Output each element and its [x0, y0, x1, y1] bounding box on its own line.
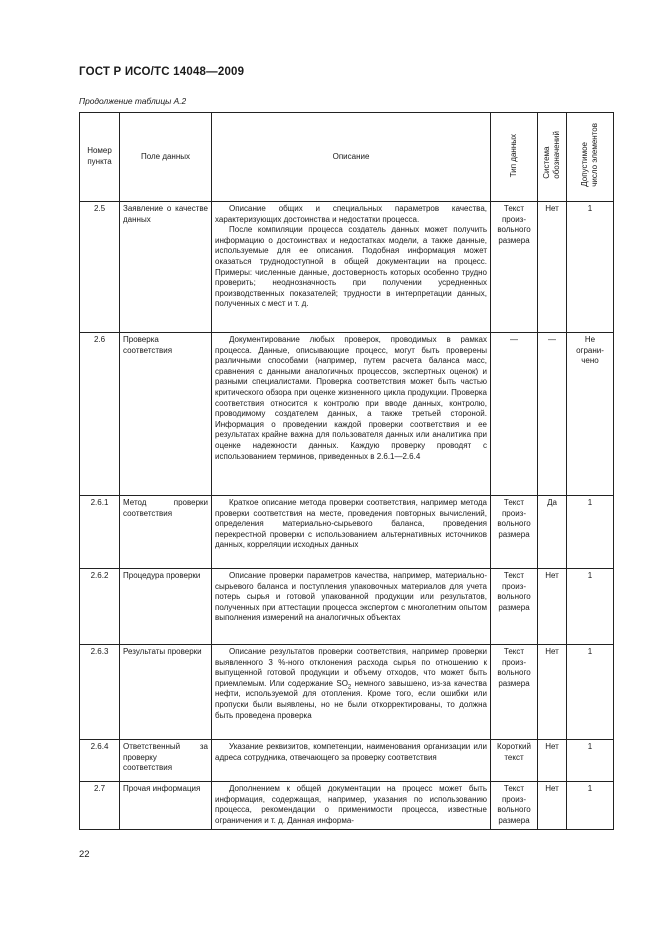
- row-data-type: Текст произвольного размера: [491, 202, 538, 333]
- row-notation-system: Нет: [538, 569, 567, 645]
- row-description: [212, 202, 491, 333]
- description-paragraph: Документирование любых проверок, проводимых в рамках процесса. Данные, описывающие процесс, могут быть проверены различными способами (например, путем расчета баланса масс, сравнения с данными аналогичных процессов, экспертных оценок) и разными специалистами. Проверка соответствия может быть частью критического обзора при оценке жизненного цикла продукции. Проверка соответствия относится к контролю при вводе данных, контролю, проводимому создателем данных, а также третьей стороной. Информация о проведении каждой проверки соответствия и ее результатах крайне важна для пользователя данных или аналитика при оценке надежности данных. Каждую проверку проводят с использованием терминов, приведенных в 2.6.1—2.6.4: [215, 335, 487, 461]
- row-data-type: Текст произвольного размера: [491, 645, 538, 740]
- row-field-name: Прочая информация: [120, 782, 212, 830]
- row-notation-system: Нет: [538, 782, 567, 830]
- row-number: 2.6: [80, 333, 120, 496]
- row-notation-system: Нет: [538, 202, 567, 333]
- row-element-count: 1: [567, 569, 614, 645]
- row-description: [212, 569, 491, 645]
- table-row: [80, 202, 614, 333]
- table-row: [80, 782, 614, 830]
- table-row: [80, 740, 614, 782]
- row-number: 2.6.2: [80, 569, 120, 645]
- description-paragraph: Описание результатов проверки соответствия, например проверки выявленного 3 %-ного отклонения расхода сырья по отношению к выпущенной готовой продукции и объему отходов, что может быть приемлемым. Или содержание $SO_2$ немного завышено, из-за качества нефти, используемой для отопления. Кроме того, если ошибки или пропуски были выявлены, но не были откорректированы, то должна быть проведена проверка: [215, 647, 488, 720]
- row-field-name: Заявление о качестве данных: [120, 202, 212, 333]
- row-element-count: 1: [567, 645, 614, 740]
- row-element-count: Не ограничено: [567, 333, 614, 496]
- table-header-row: [80, 113, 614, 202]
- row-number: 2.6.1: [80, 496, 120, 569]
- row-element-count: 1: [567, 740, 614, 782]
- row-data-type: Текст произвольного размера: [491, 569, 538, 645]
- header-number: Номер пункта: [80, 113, 120, 202]
- row-description: [212, 782, 491, 830]
- header-notation-system: Система обозначений: [538, 113, 567, 202]
- row-element-count: 1: [567, 782, 614, 830]
- header-field: Поле данных: [120, 113, 212, 202]
- row-data-type: Короткий текст: [491, 740, 538, 782]
- row-field-name: Результаты проверки: [120, 645, 212, 740]
- standard-title: ГОСТ Р ИСО/ТС 14048—2009: [79, 66, 245, 78]
- table-row: [80, 569, 614, 645]
- row-number: 2.6.3: [80, 645, 120, 740]
- row-notation-system: —: [538, 333, 567, 496]
- row-element-count: 1: [567, 202, 614, 333]
- table-row: [80, 496, 614, 569]
- row-description: [212, 740, 491, 782]
- header-element-count: Допустимое число элементов: [567, 113, 614, 202]
- row-data-type: Текст произвольного размера: [491, 782, 538, 830]
- row-element-count: 1: [567, 496, 614, 569]
- description-paragraph: Дополнением к общей документации на процесс может быть информация, содержащая, например, указания по использованию процесса, рекомендации о применимости процесса, известные ограничения и т. д. Данная информа-: [215, 784, 487, 825]
- description-paragraph: Указание реквизитов, компетенции, наименования организации или адреса сотрудника, отвечающего за проверку соответствия: [215, 742, 487, 762]
- row-field-name: Ответственный за проверку соответствия: [120, 740, 212, 782]
- row-description: [212, 496, 491, 569]
- description-paragraph: Описание проверки параметров качества, например, материально-сырьевого баланса и поступления упаковочных материалов для учета потерь сырья и готовой упакованной продукции или результатов, полученных при аттестации процесса экспертом с многолетним опытом выполнения измерений на аналогичных объектах: [215, 571, 487, 623]
- description-paragraph: Краткое описание метода проверки соответствия, например метода проверки соответствия на месте, проведения повторных вычислений, определения материально-сырьевого баланса, проведения перекрестной проверки с использованием альтернативных источников данных, корреляции исходных данных: [215, 498, 487, 550]
- description-paragraph: Описание общих и специальных параметров качества, характеризующих достоинства и недостатки процесса.: [215, 204, 487, 224]
- table-row: [80, 333, 614, 496]
- table-caption: Продолжение таблицы А.2: [79, 96, 187, 106]
- row-description: [212, 333, 491, 496]
- table-row: [80, 645, 614, 740]
- row-field-name: Проверка соответствия: [120, 333, 212, 496]
- row-field-name: Метод проверки соответствия: [120, 496, 212, 569]
- row-description: [212, 645, 491, 740]
- row-number: 2.7: [80, 782, 120, 830]
- row-data-type: —: [491, 333, 538, 496]
- row-field-name: Процедура проверки: [120, 569, 212, 645]
- row-notation-system: Нет: [538, 740, 567, 782]
- data-fields-table: [79, 112, 614, 830]
- header-data-type: Тип данных: [491, 113, 538, 202]
- row-notation-system: Да: [538, 496, 567, 569]
- row-number: 2.5: [80, 202, 120, 333]
- description-paragraph: После компиляции процесса создатель данных может получить информацию о достоинствах и недостатках модели, а также данные, используемые для ее описания. Подобная информация может оказаться труднодоступной в общей документации на процесс. Примеры: численные данные, достоверность которых особенно трудно проверить; неоднозначность при получении усредненных производственных показателей; трудности в интерпретации данных, полученных с мест и т. д.: [215, 225, 487, 309]
- row-data-type: Текст произвольного размера: [491, 496, 538, 569]
- row-notation-system: Нет: [538, 645, 567, 740]
- header-description: Описание: [212, 113, 491, 202]
- page-number: 22: [79, 849, 90, 860]
- row-number: 2.6.4: [80, 740, 120, 782]
